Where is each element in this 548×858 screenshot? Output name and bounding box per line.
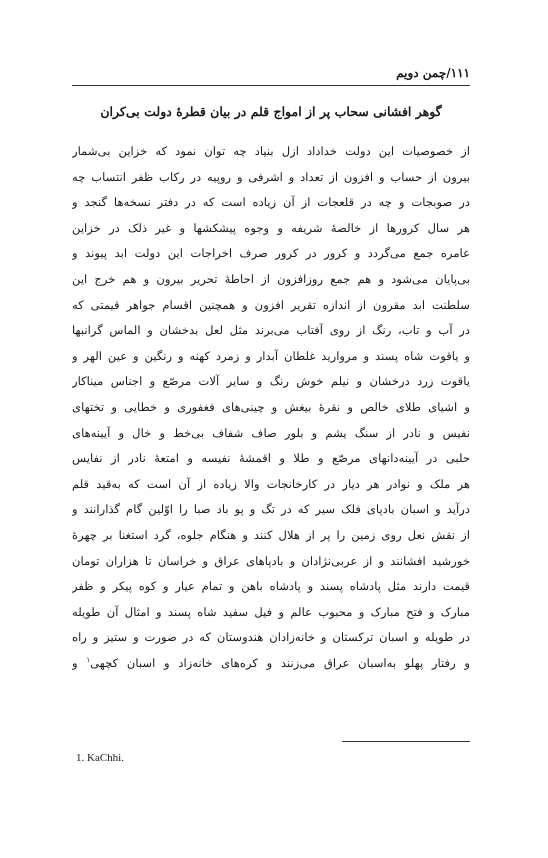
text-line: و یاقوت شاه پسند و مروارید غلطان آبدار و زمرد کهنه و رنگین و عین الهر و xyxy=(72,348,470,363)
text-line: خورشید افشانند و از عربی‌نژادان و بادپاهای عراق و خراسان تا هزاران تومان xyxy=(72,553,470,568)
text-line: مبارک و فتح مبارک و محبوب عالم و فیل سفید شاه پسند و امثال آن طویله xyxy=(72,604,470,619)
running-header xyxy=(72,66,470,80)
text-line-last xyxy=(72,651,470,677)
text-line: سلطنت ابد مقرون از اندازه تقریر افزون و همچنین اقسام جواهر قیمتی که xyxy=(72,297,470,312)
text-line: عامره جمع می‌گردد و کرور در کرور صرف اخراجات این دولت ابد پیوند و xyxy=(72,246,470,261)
text-line: بی‌پایان می‌شود و هم جمع روزافزون از احاطهٔ تحریر بیرون و هم خرج این xyxy=(72,271,470,286)
footnote-marker[interactable]: ۱ xyxy=(86,656,91,665)
text-line: از نقش نعل روی زمین را پر از هلال کنند و هنگام جلوه، گرد استغنا بر چهرهٔ xyxy=(72,527,470,542)
text-line: از خصوصیات این دولت خداداد ازل بنیاد چه توان نمود که خزاین بی‌شمار xyxy=(72,144,470,158)
text-line: و اشیای طلای خالص و نقرهٔ بیغش و چینی‌های فغفوری و خطایی و تختهای xyxy=(72,399,470,414)
text-line: هر ملک و نوادر هر دیار در کارخانجات والا زیاده از آن است که به‌قید قلم xyxy=(72,476,470,491)
text-line-tail: و xyxy=(72,655,78,670)
text-line: یاقوت زرد درخشان و نیلم خوش رنگ و سایر آلات مرصّع و اجناس میناکار xyxy=(72,374,470,389)
text-line: حلبی در آیینه‌دانهای مرصّع و طلا و اقمشهٔ نفیسه و امتعهٔ نادر از نفایس xyxy=(72,451,470,466)
text-line: در طویله و اسبان ترکستان و خانه‌زادان هندوستان که در صورت و ستیز و راه xyxy=(72,630,470,645)
text-line: درآید و اسبان بادپای فلک سیر که در تگ و پو باد صبا را اوّلین گام گذارانند و xyxy=(72,502,470,517)
text-line-content: و رفتار پهلو به‌اسبان عراق می‌زنند و کره‌های خانه‌زاد و اسبان کچهی xyxy=(90,655,470,670)
body-text xyxy=(72,139,470,676)
text-line: نفیس و نادر از سنگ یشم و بلور صاف شفاف بی‌خط و خال و آیینه‌های xyxy=(72,425,470,440)
footnote: 1. KaChhi. xyxy=(76,752,124,764)
running-title: ۱۱۱/چمن دویم xyxy=(396,66,470,80)
footnote-rule xyxy=(342,741,470,742)
text-line: هر سال کرورها از خالصهٔ شریفه و وجوه پیشکشها و غیر ذلک در خزاین xyxy=(72,220,470,235)
chapter-title: گوهر افشانی سحاب پر از امواج قلم در بیان قطرهٔ دولت بی‌کران xyxy=(100,104,442,119)
text-line: بیرون از حساب و افزون از تعداد و اشرفی و روپیه در رکاب ظفر انتساب چه xyxy=(72,169,470,184)
text-line: در صوبجات و چه در قلعجات از آن زیاده است که در دفتر نسخه‌ها گنجد و xyxy=(72,195,470,210)
text-line: در آب و تاب، رنگ از روی آفتاب می‌برند مثل لعل بدخشان و الماس گرانبها xyxy=(72,323,470,338)
text-line: قیمت دارند مثل پادشاه پسند و پادشاه باهن و تمام عیار و کوه پیکر و ظفر xyxy=(72,579,470,594)
header-rule xyxy=(72,85,470,86)
